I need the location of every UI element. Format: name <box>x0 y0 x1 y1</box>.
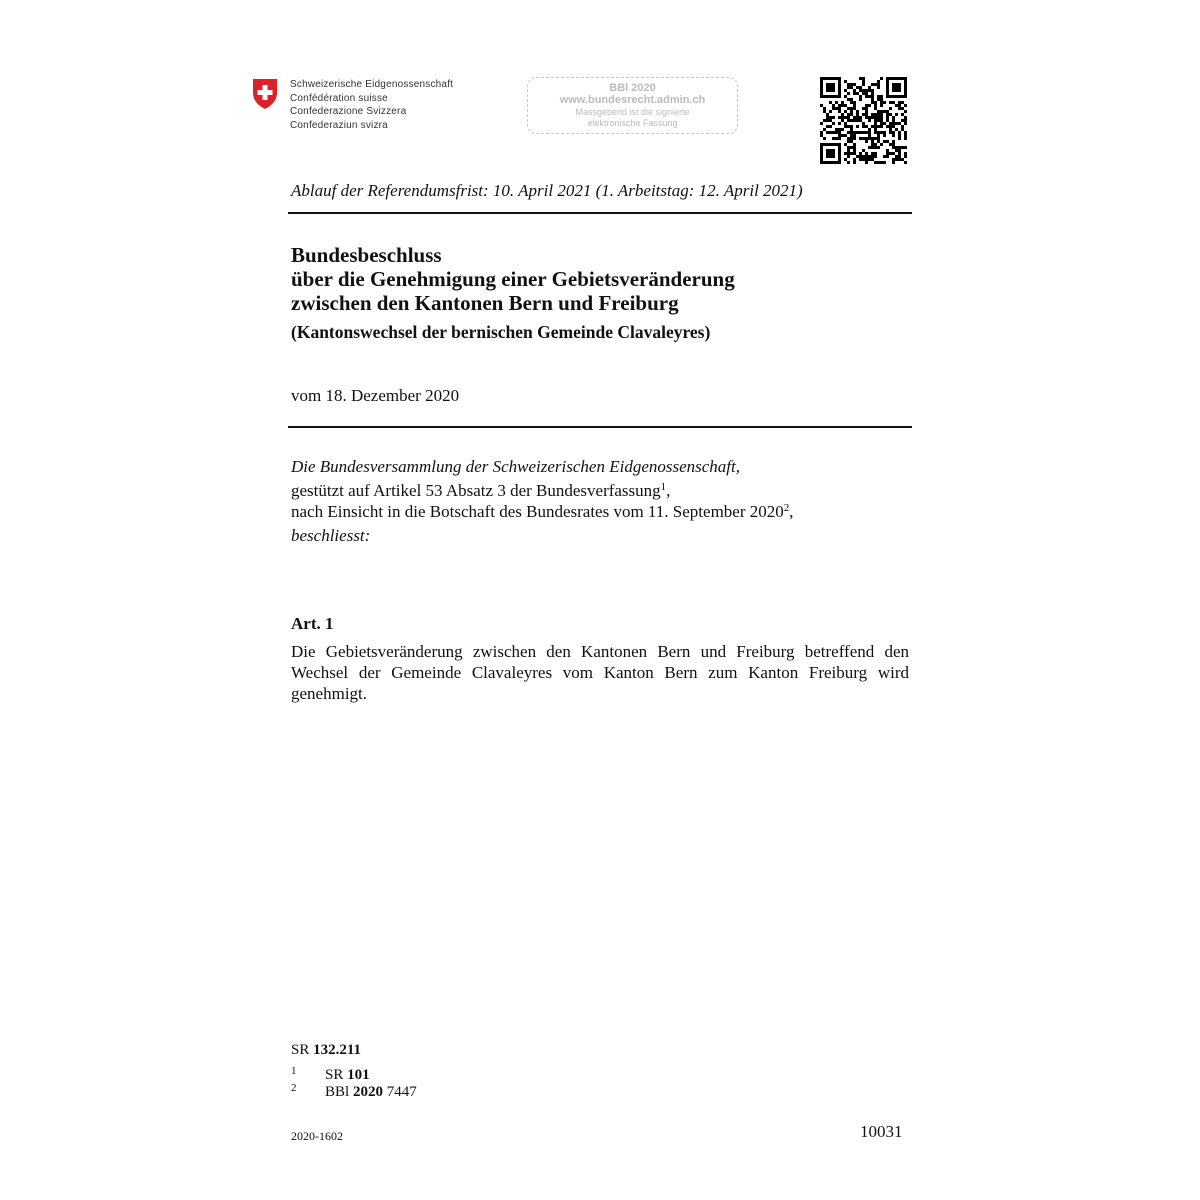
preamble-basis-end: , <box>666 481 671 500</box>
referendum-deadline: Ablauf der Referendumsfrist: 10. April 2021 (1. Arbeitstag: 12. April 2021) <box>291 181 803 200</box>
swiss-cross-icon <box>252 78 278 110</box>
title-line1: Bundesbeschluss <box>291 243 442 267</box>
stamp-line2: www.bundesrecht.admin.ch <box>559 94 706 106</box>
preamble-decides: beschliesst: <box>291 526 371 545</box>
divider-bottom <box>288 426 912 428</box>
decree-date: vom 18. Dezember 2020 <box>291 386 460 405</box>
footnote-number: 1 <box>291 1065 297 1077</box>
preamble-basis <box>291 480 794 501</box>
preamble-basis-text: gestützt auf Artikel 53 Absatz 3 der Bundesverfassung <box>291 481 661 500</box>
confed-name-fr: Confédération suisse <box>290 92 388 104</box>
footnote-2 <box>291 1079 417 1101</box>
stamp-line3: Massgebend ist die signierte <box>575 107 690 117</box>
preamble-authority: Die Bundesversammlung der Schweizerischen Eidgenossenschaft, <box>291 457 740 476</box>
document-number: 2020-1602 <box>291 1129 343 1143</box>
divider-top <box>288 212 912 214</box>
qr-code-icon <box>820 77 907 164</box>
sr-reference <box>291 1042 361 1059</box>
confed-name-de: Schweizerische Eidgenossenschaft <box>290 79 454 90</box>
footnote-bold: 2020 <box>352 1084 383 1100</box>
footnote-number: 2 <box>291 1082 297 1094</box>
footnote-prefix: SR <box>325 1067 348 1083</box>
preamble-message-end: , <box>789 502 794 521</box>
sr-prefix: SR <box>291 1042 314 1058</box>
confed-name-it: Confederazione Svizzera <box>290 106 407 117</box>
confederation-names <box>290 78 453 132</box>
page-number: 10031 <box>860 1122 903 1141</box>
publication-stamp <box>527 77 738 134</box>
article-heading: Art. 1 <box>291 614 334 633</box>
preamble-message <box>291 501 794 522</box>
article-text: Die Gebietsveränderung zwischen den Kantonen Bern und Freiburg betreffend den Wechsel der Gemeinde Clavaleyres vom Kanton Bern zum Kanton Freiburg wird genehmigt. <box>291 642 909 703</box>
decree-subtitle: (Kantonswechsel der bernischen Gemeinde Clavaleyres) <box>291 322 711 342</box>
decree-title <box>291 243 735 315</box>
stamp-line1: BBl 2020 <box>609 82 656 94</box>
footnote-ref-1[interactable]: 1 <box>660 481 667 493</box>
title-line2: über die Genehmigung einer Gebietsveränderung <box>291 267 735 291</box>
footnote-bold: 101 <box>347 1067 370 1083</box>
footnote-ref-2[interactable]: 2 <box>783 502 790 514</box>
title-line3: zwischen den Kantonen Bern und Freiburg <box>291 291 679 315</box>
footnote-suffix: 7447 <box>382 1084 417 1100</box>
footnote-prefix: BBl <box>325 1084 353 1100</box>
preamble <box>291 456 794 546</box>
preamble-message-text: nach Einsicht in die Botschaft des Bundesrates vom 11. September 2020 <box>291 502 784 521</box>
stamp-line4: elektronische Fassung <box>587 118 678 128</box>
sr-number: 132.211 <box>313 1042 362 1058</box>
confed-name-rm: Confederaziun svizra <box>290 119 388 131</box>
